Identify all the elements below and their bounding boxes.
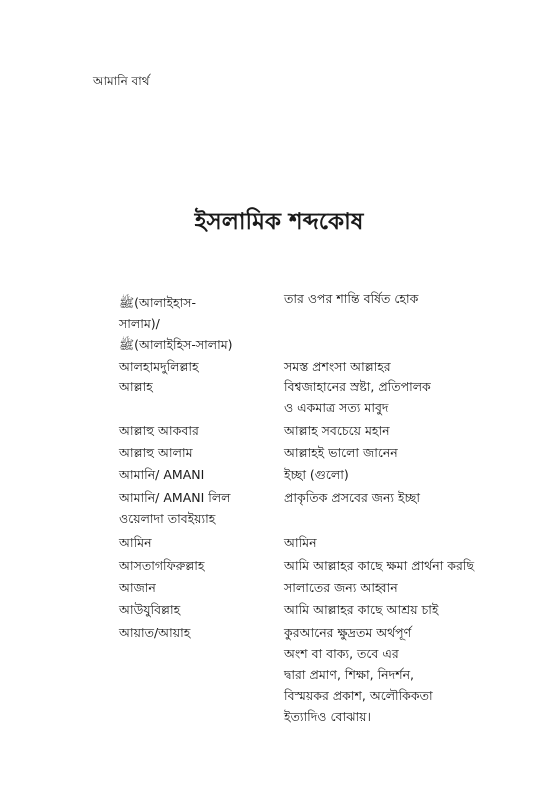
glossary-definition (284, 464, 484, 485)
definition-line: দ্বারা প্রমাণ, শিক্ষা, নিদর্শন, (284, 667, 415, 682)
term-line: আলহামদুলিল্লাহ (119, 359, 199, 374)
term-line: সালাম)/ (119, 316, 160, 331)
glossary-definition (284, 487, 484, 508)
glossary-definition (284, 599, 484, 620)
glossary-term (119, 599, 269, 620)
term-line: আয়াত/আয়াহ (119, 625, 191, 640)
term-line: আমানি/ AMANI (119, 467, 205, 482)
glossary-term (119, 577, 269, 598)
glossary-term (119, 356, 269, 377)
glossary-definition (284, 577, 484, 598)
glossary-term (119, 487, 269, 529)
glossary-definition (284, 532, 484, 553)
glossary-definition (284, 356, 484, 377)
glossary-definition (284, 288, 484, 309)
definition-line: ইত্যাদিও বোঝায়। (284, 709, 372, 724)
definition-line: কুরআনের ক্ষুদ্রতম অর্থপূর্ণ (284, 625, 412, 640)
term-line: ﷺ(আলাইহিস-সালাম) (119, 337, 233, 352)
term-line: আমানি/ AMANI লিল (119, 490, 231, 505)
glossary-term (119, 464, 269, 485)
glossary-term (119, 555, 269, 576)
glossary-term (119, 622, 269, 643)
glossary-term (119, 420, 269, 441)
term-line: আজান (119, 580, 156, 595)
running-header: আমানি বার্থ (93, 74, 150, 88)
definition-line: সালাতের জন্য আহ্বান (284, 580, 398, 595)
glossary-definition (284, 442, 484, 463)
page-title: ইসলামিক শব্দকোষ (194, 209, 364, 235)
definition-line: আমিন (284, 535, 317, 550)
term-line: ওয়েলাদা তাবইয়্যাহ (119, 511, 216, 526)
definition-line: ও একমাত্র সত্য মাবুদ (284, 400, 389, 415)
term-line: আল্লাহ (119, 379, 153, 394)
term-line: আউযুবিল্লাহ (119, 602, 181, 617)
glossary-term (119, 376, 269, 397)
definition-line: তার ওপর শান্তি বর্ষিত হোক (284, 291, 419, 306)
definition-line: বিশ্বজাহানের স্রষ্টা, প্রতিপালক (284, 379, 431, 394)
definition-line: আমি আল্লাহর কাছে ক্ষমা প্রার্থনা করছি (284, 558, 475, 573)
definition-line: আমি আল্লাহর কাছে আশ্রয় চাই (284, 602, 439, 617)
glossary-term (119, 442, 269, 463)
definition-line: আল্লাহ সবচেয়ে মহান (284, 423, 390, 438)
definition-line: প্রাকৃতিক প্রসবের জন্য ইচ্ছা (284, 490, 420, 505)
glossary-definition (284, 420, 484, 441)
term-line: আমিন (119, 535, 152, 550)
glossary-definition (284, 622, 484, 727)
term-line: আল্লাহু আলাম (119, 445, 193, 460)
term-line: আসতাগফিরুল্লাহ (119, 558, 205, 573)
term-line: আল্লাহু আকবার (119, 423, 199, 438)
definition-line: অংশ বা বাক্য, তবে এর (284, 646, 399, 661)
definition-line: বিস্ময়কর প্রকাশ, অলৌকিকতা (284, 688, 433, 703)
definition-line: ইচ্ছা (গুলো) (284, 467, 349, 482)
glossary-definition (284, 555, 484, 576)
glossary-term (119, 532, 269, 553)
definition-line: সমস্ত প্রশংসা আল্লাহর (284, 359, 391, 374)
glossary-term (119, 292, 269, 355)
glossary-definition (284, 376, 484, 418)
definition-line: আল্লাহই ভালো জানেন (284, 445, 398, 460)
term-line: ﷺ(আলাইহাস- (119, 295, 196, 310)
